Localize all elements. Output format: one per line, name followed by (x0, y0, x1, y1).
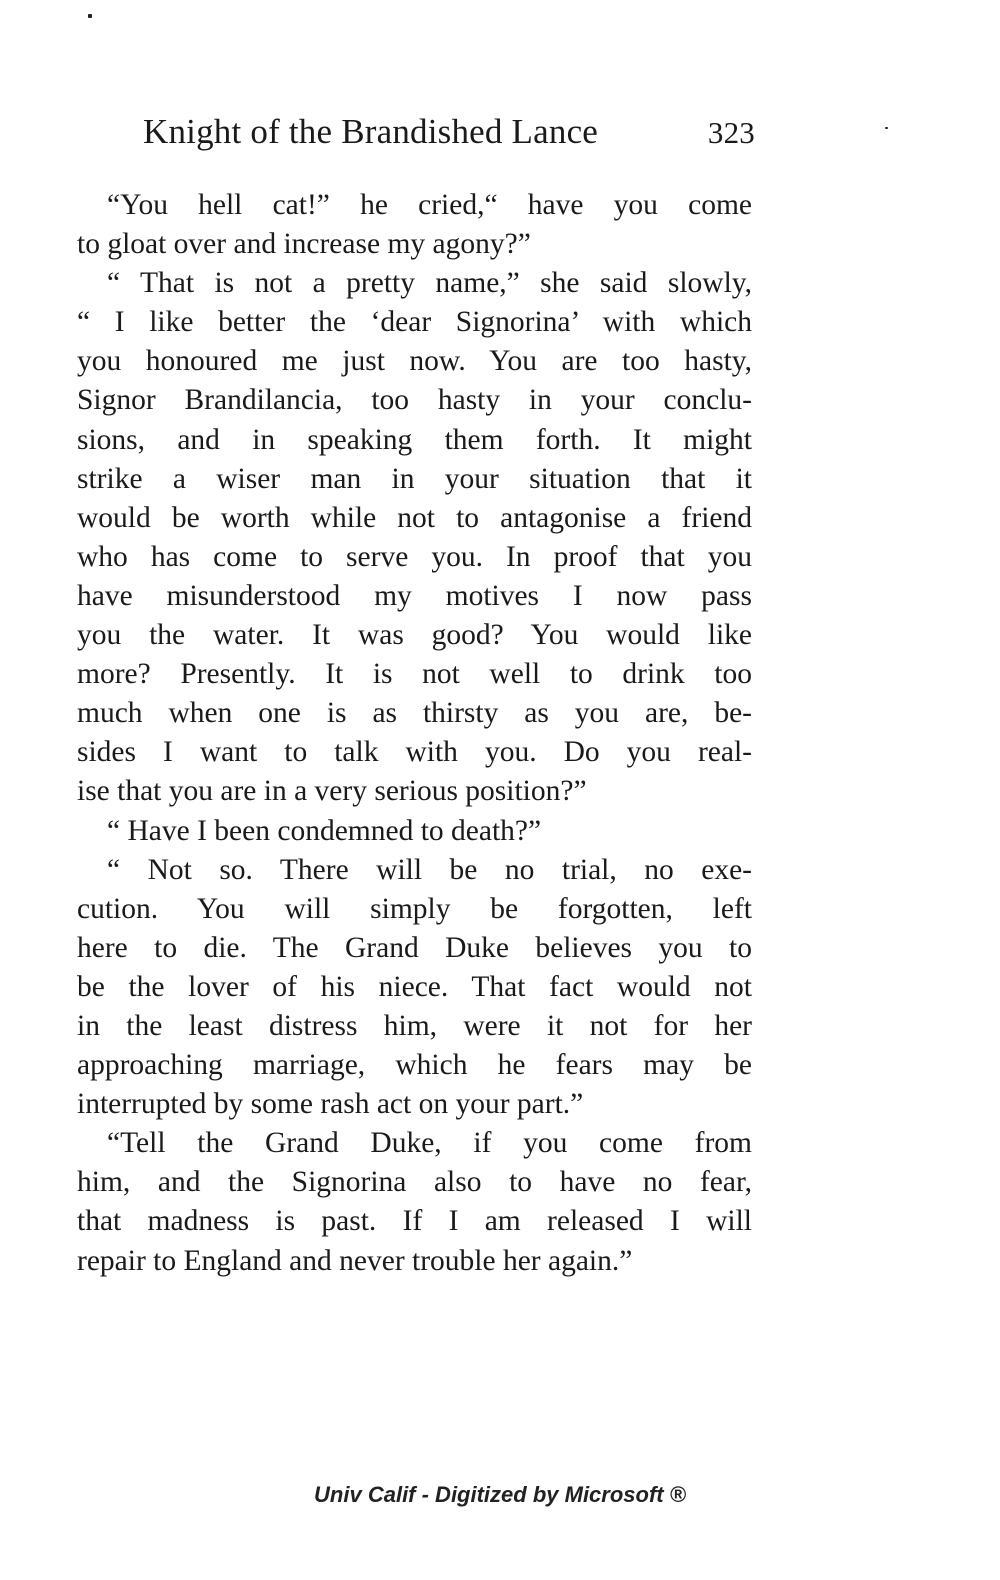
text-line: “ I like better the ‘dear Signorina’ with which (77, 306, 752, 339)
text-line: repair to England and never trouble her again.” (77, 1244, 633, 1277)
text-line: sions, and in speaking them forth. It might (77, 423, 752, 456)
text-line: much when one is as thirsty as you are, be- (77, 697, 752, 730)
scan-speck (88, 14, 92, 18)
text-line: strike a wiser man in your situation that it (77, 462, 752, 495)
text-line: sides I want to talk with you. Do you real- (77, 736, 752, 769)
page-number: 323 (707, 115, 755, 150)
digitization-watermark: Univ Calif - Digitized by Microsoft ® (314, 1482, 686, 1507)
running-header (143, 112, 755, 160)
text-line: Signor Brandilancia, too hasty in your conclu- (77, 384, 752, 417)
text-line: cution. You will simply be forgotten, left (77, 892, 752, 925)
text-line: ise that you are in a very serious position?” (77, 775, 587, 808)
text-line: would be worth while not to antagonise a friend (77, 501, 752, 534)
body-text (77, 186, 752, 1281)
running-title: Knight of the Brandished Lance (143, 112, 599, 151)
text-line: in the least distress him, were it not for her (77, 1009, 752, 1042)
text-line: here to die. The Grand Duke believes you to (77, 931, 752, 964)
text-line: “ That is not a pretty name,” she said slowly, (107, 267, 752, 300)
scan-speck (885, 127, 888, 129)
text-line: “You hell cat!” he cried,“ have you come (107, 189, 752, 221)
text-line: to gloat over and increase my agony?” (77, 228, 531, 261)
text-line: more? Presently. It is not well to drink too (77, 658, 752, 691)
text-line: be the lover of his niece. That fact would not (77, 970, 752, 1003)
text-line: have misunderstood my motives I now pass (77, 579, 752, 612)
text-line: “ Have I been condemned to death?” (107, 814, 542, 847)
text-line: him, and the Signorina also to have no fear, (77, 1166, 752, 1199)
text-line: that madness is past. If I am released I will (77, 1205, 752, 1238)
text-line: who has come to serve you. In proof that you (77, 540, 752, 573)
text-line: approaching marriage, which he fears may be (77, 1049, 752, 1082)
text-line: interrupted by some rash act on your part.” (77, 1088, 584, 1121)
text-line: you the water. It was good? You would like (77, 619, 752, 652)
text-line: “Tell the Grand Duke, if you come from (107, 1127, 752, 1160)
text-line: “ Not so. There will be no trial, no exe- (107, 853, 752, 886)
text-line: you honoured me just now. You are too hasty, (77, 345, 752, 378)
